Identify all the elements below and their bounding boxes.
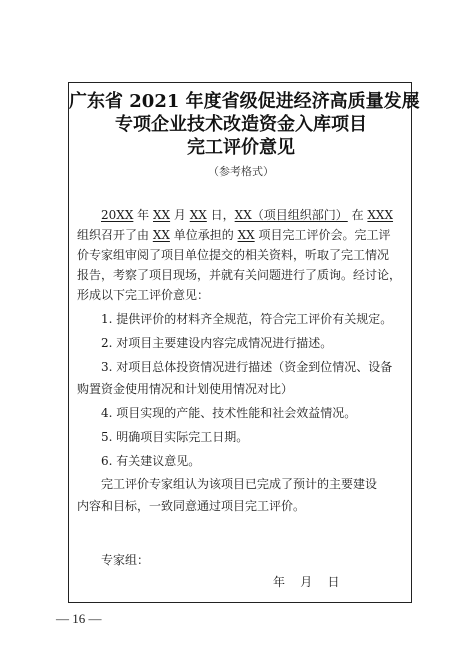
format-note: （参考格式） (208, 165, 274, 178)
intro-line-3: 价专家组审阅了项目单位提交的相关资料，听取了完工情况 (77, 248, 390, 262)
list-item: 6. 有关建议意见。 (101, 454, 201, 468)
page-number: — 16 — (56, 611, 102, 626)
list-item: 2. 对项目主要建设内容完成情况进行描述。 (101, 336, 333, 350)
intro-unit: XX (152, 228, 170, 242)
intro-line-5: 形成以下完工评价意见： (77, 288, 210, 302)
list-item-continuation: 购置资金使用情况和计划使用情况对比） (77, 382, 294, 396)
intro-place: XXX (367, 208, 394, 222)
list-item: 3. 对项目总体投资情况进行描述（资金到位情况、设备 (101, 360, 393, 374)
intro-org: XX（项目组织部门） (234, 208, 348, 222)
expert-group-label: 专家组： (101, 553, 150, 567)
title-line-3: 完工评价意见 (187, 137, 295, 158)
conclusion-line-2: 内容和目标，一致同意通过项目完工评价。 (77, 499, 306, 513)
intro-line-4: 报告，考察了项目现场，并就有关问题进行了质询。经讨论， (77, 268, 402, 282)
conclusion-line-1: 完工评价专家组认为该项目已完成了预计的主要建设 (101, 477, 378, 491)
list-item: 4. 项目实现的产能、技术性能和社会效益情况。 (101, 406, 357, 420)
intro-day: XX (189, 208, 207, 222)
intro-line-1: 20XX 年 XX 月 XX 日，XX（项目组织部门） 在 XXX (101, 208, 394, 222)
intro-line-2: 组织召开了由 XX 单位承担的 XX 项目完工评价会。完工评 (77, 228, 391, 242)
signature-date: 年 月 日 (273, 575, 340, 589)
intro-month: XX (153, 208, 171, 222)
document-form-frame (68, 82, 420, 603)
intro-project: XX (237, 228, 255, 242)
title-line-2: 专项企业技术改造资金入库项目 (115, 114, 367, 135)
intro-year: 20XX (101, 208, 134, 222)
list-item: 1. 提供评价的材料齐全规范，符合完工评价有关规定。 (101, 312, 393, 326)
list-item: 5. 明确项目实际完工日期。 (101, 430, 249, 444)
title-line-1: 广东省 2021 年度省级促进经济高质量发展 (69, 91, 420, 112)
